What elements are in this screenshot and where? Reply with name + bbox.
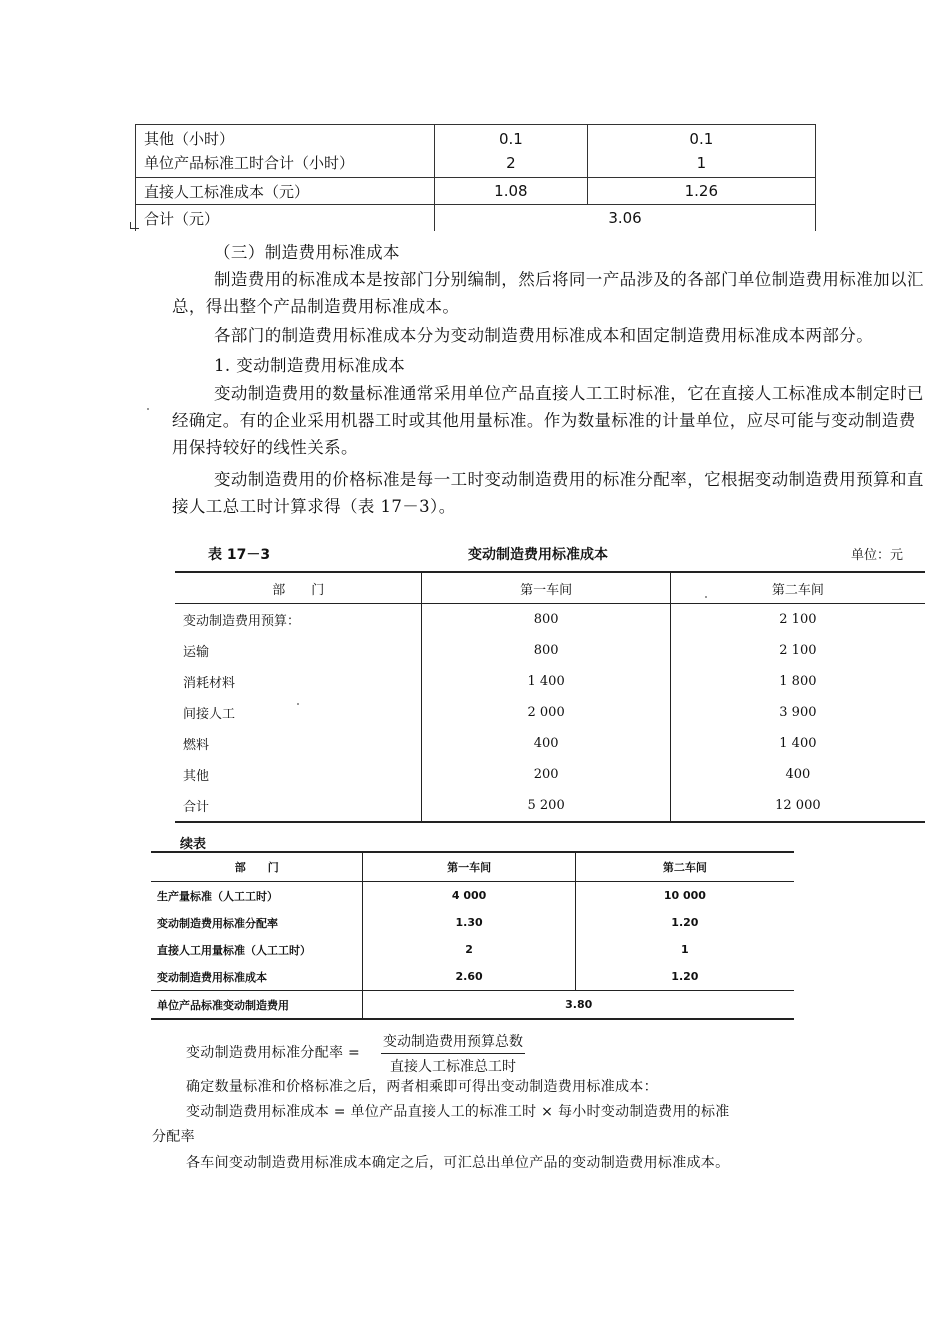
- table-cell: [587, 125, 815, 178]
- row-label: 运输: [183, 645, 210, 660]
- table-cell: 1.20: [575, 909, 794, 936]
- column-header: 第二车间: [670, 572, 925, 604]
- column-header: 部 门: [151, 852, 363, 882]
- column-header: 第一车间: [363, 852, 575, 882]
- table-cell: 10 000: [575, 882, 794, 910]
- table-cell: 2: [363, 936, 575, 963]
- row-label: 变动制造费用预算：: [183, 614, 301, 629]
- table-cell: 1.26: [587, 178, 815, 205]
- table-row: [175, 759, 925, 790]
- cell-text: 1: [696, 154, 707, 172]
- scan-speck: [147, 408, 149, 410]
- table-row: [136, 125, 816, 178]
- table-cell-merged: 3.06: [435, 205, 816, 232]
- table-cell: 2 000: [422, 697, 670, 728]
- table-cell: 1.20: [575, 963, 794, 991]
- row-label: 其他: [183, 769, 210, 784]
- table-row: [175, 635, 925, 666]
- table-cell: 400: [670, 759, 925, 790]
- row-label: 消耗材料: [183, 676, 236, 691]
- table-17-3: [175, 571, 925, 823]
- formula-fraction: [381, 1031, 525, 1076]
- scan-speck: [297, 703, 299, 705]
- table-cell: 1.08: [435, 178, 588, 205]
- table-cell: 2.60: [363, 963, 575, 991]
- section-heading: （三）制造费用标准成本: [214, 243, 400, 262]
- row-label: 直接人工用量标准（人工工时）: [157, 943, 311, 957]
- sub-heading: 1. 变动制造费用标准成本: [214, 356, 406, 375]
- cell-text: 2: [506, 154, 516, 172]
- table-cell: 800: [422, 635, 670, 666]
- table-cell: 1 800: [670, 666, 925, 697]
- table-row: [151, 936, 794, 963]
- paragraph: 制造费用的标准成本是按部门分别编制，然后将同一产品涉及的各部门单位制造费用标准加以汇总，得出整个产品制造费用标准成本。: [172, 270, 924, 316]
- paragraph: 各部门的制造费用标准成本分为变动制造费用标准成本和固定制造费用标准成本两部分。: [214, 326, 874, 345]
- row-label: 生产量标准（人工工时）: [157, 889, 278, 903]
- row-label: 变动制造费用标准分配率: [157, 916, 278, 930]
- row-label: 间接人工: [183, 707, 236, 722]
- scan-speck: [705, 596, 707, 598]
- row-label: 合计: [175, 790, 422, 822]
- table-row: [136, 205, 816, 232]
- table-title: 变动制造费用标准成本: [468, 547, 608, 563]
- table-cell-merged: 3.80: [363, 991, 794, 1020]
- table-row: [175, 728, 925, 759]
- table-cell: 3 900: [670, 697, 925, 728]
- table-cell: 4 000: [363, 882, 575, 910]
- table-cell: 400: [422, 728, 670, 759]
- table-cell: 1 400: [670, 728, 925, 759]
- formula-denominator: 直接人工标准总工时: [390, 1059, 516, 1075]
- table-row: [151, 882, 794, 910]
- cell-text: 0.1: [498, 130, 523, 148]
- table-cell: 2 100: [670, 604, 925, 636]
- continued-caption: 续表: [180, 837, 207, 852]
- table-row: [175, 697, 925, 728]
- cell-text: 单位产品标准工时合计（小时）: [144, 154, 355, 172]
- cell-text: 其他（小时）: [144, 130, 235, 148]
- table-cell-label: 合计（元）: [136, 205, 435, 232]
- column-header: 第二车间: [575, 852, 794, 882]
- table-corner-mark: [130, 222, 139, 229]
- paragraph: 变动制造费用标准成本 = 单位产品直接人工的标准工时 × 每小时变动制造费用的标准: [186, 1104, 730, 1120]
- formula-lhs: 变动制造费用标准分配率 =: [186, 1045, 361, 1061]
- table-row: [151, 963, 794, 991]
- table-row: [175, 666, 925, 697]
- table-cell: [435, 125, 588, 178]
- column-header: 部 门: [175, 572, 422, 604]
- table-cell: 800: [422, 604, 670, 636]
- table-cell: 1: [575, 936, 794, 963]
- table-cell: 12 000: [670, 790, 925, 822]
- table-row: [136, 178, 816, 205]
- table-cell: 1.30: [363, 909, 575, 936]
- cell-text: 0.1: [689, 130, 714, 148]
- table-row-total: [175, 790, 925, 822]
- paragraph: 分配率: [152, 1129, 195, 1145]
- table-17-3-continued: [151, 851, 794, 1020]
- paragraph: 各车间变动制造费用标准成本确定之后，可汇总出单位产品的变动制造费用标准成本。: [186, 1155, 730, 1171]
- table-cell-label: [136, 125, 435, 178]
- paragraph: 变动制造费用的价格标准是每一工时变动制造费用的标准分配率，它根据变动制造费用预算和直接人工总工时计算求得（表 17－3）。: [172, 470, 924, 516]
- table-row: [175, 604, 925, 636]
- table-cell: 1 400: [422, 666, 670, 697]
- table-header-row: [175, 572, 925, 604]
- table-header-row: [151, 852, 794, 882]
- table-cell-label: 直接人工标准成本（元）: [136, 178, 435, 205]
- paragraph: 确定数量标准和价格标准之后，两者相乘即可得出变动制造费用标准成本：: [186, 1079, 658, 1095]
- row-label: 单位产品标准变动制造费用: [151, 991, 363, 1020]
- table-number: 表 17－3: [208, 547, 271, 563]
- table-cell: 5 200: [422, 790, 670, 822]
- table-row-summary: [151, 991, 794, 1020]
- table-unit: 单位：元: [851, 548, 904, 563]
- row-label: 燃料: [183, 738, 210, 753]
- table-row: [151, 909, 794, 936]
- column-header: 第一车间: [422, 572, 670, 604]
- formula-numerator: 变动制造费用预算总数: [381, 1031, 525, 1054]
- table-cell: 2 100: [670, 635, 925, 666]
- table-cell: 200: [422, 759, 670, 790]
- direct-labor-table: [135, 124, 816, 231]
- row-label: 变动制造费用标准成本: [157, 970, 267, 984]
- paragraph: 变动制造费用的数量标准通常采用单位产品直接人工工时标准，它在直接人工标准成本制定时已经确定。有的企业采用机器工时或其他用量标准。作为数量标准的计量单位，应尽可能与变动制造费用保持较好的线性关系。: [172, 384, 924, 457]
